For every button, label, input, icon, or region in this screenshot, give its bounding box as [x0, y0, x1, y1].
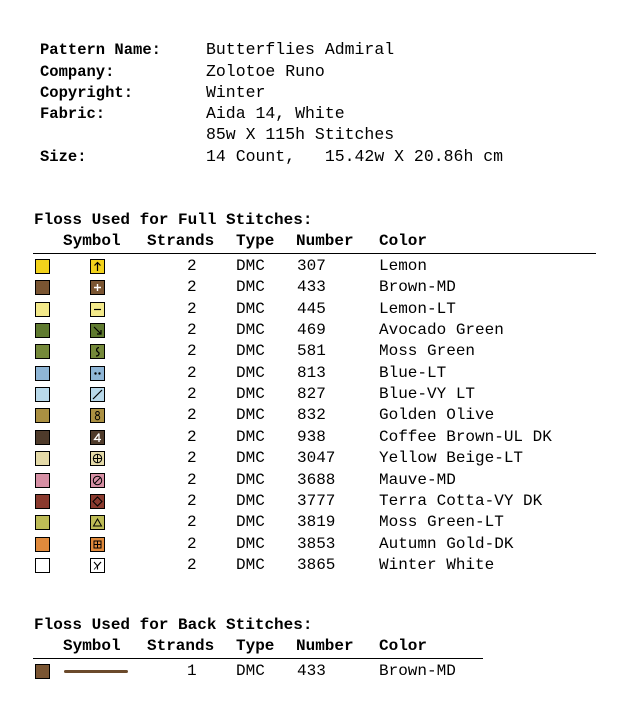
fabric-value: Aida 14, White	[206, 104, 345, 123]
color-swatch	[35, 387, 50, 402]
header-type: Type	[236, 232, 275, 250]
stitches-value: 85w X 115h Stitches	[206, 125, 395, 144]
color-name-cell: Coffee Brown-UL DK	[379, 427, 552, 446]
number-cell: 433	[297, 662, 326, 680]
full-stitches-title: Floss Used for Full Stitches:	[34, 211, 313, 229]
strands-cell: 2	[187, 257, 197, 275]
color-name-cell: Blue-VY LT	[379, 385, 476, 404]
strands-cell: 2	[187, 385, 197, 404]
color-name-cell: Terra Cotta-VY DK	[379, 491, 543, 510]
diamond-icon	[90, 494, 105, 509]
color-swatch	[35, 494, 50, 509]
number-cell: 3865	[297, 555, 336, 574]
table-row	[0, 427, 637, 448]
circle-slash-icon	[90, 473, 105, 488]
diagonal-arrow-icon	[90, 323, 105, 338]
strands-cell: 2	[187, 363, 197, 382]
color-name-cell: Blue-LT	[379, 363, 447, 382]
table-row	[0, 405, 637, 426]
color-name-cell: Mauve-MD	[379, 470, 456, 489]
strands-cell: 1	[187, 662, 197, 680]
type-cell: DMC	[236, 406, 265, 425]
color-name-cell: Golden Olive	[379, 406, 495, 425]
copyright-value: Winter	[206, 83, 266, 102]
minus-icon	[90, 302, 105, 317]
header-rule	[33, 253, 596, 254]
arrow-up-icon	[90, 259, 105, 274]
color-swatch	[35, 408, 50, 423]
type-cell: DMC	[236, 662, 265, 680]
strands-cell: 2	[187, 278, 197, 297]
back-header-color: Color	[379, 637, 428, 655]
strands-cell: 2	[187, 427, 197, 446]
number-cell: 433	[297, 278, 326, 297]
table-row	[0, 256, 637, 277]
table-row	[0, 512, 637, 533]
number-cell: 827	[297, 385, 326, 404]
number-cell: 3047	[297, 449, 336, 468]
plus-icon	[90, 280, 105, 295]
company-value: Zolotoe Runo	[206, 62, 325, 81]
strands-cell: 2	[187, 406, 197, 425]
type-cell: DMC	[236, 342, 265, 361]
number-cell: 581	[297, 342, 326, 361]
color-swatch	[35, 280, 50, 295]
color-swatch	[35, 664, 50, 679]
color-swatch	[35, 366, 50, 381]
back-header-rule	[33, 658, 483, 659]
color-name-cell: Yellow Beige-LT	[379, 449, 524, 468]
circle-cross-icon	[90, 451, 105, 466]
strands-cell: 2	[187, 534, 197, 553]
number-cell: 3688	[297, 470, 336, 489]
slash-icon	[90, 387, 105, 402]
color-swatch	[35, 515, 50, 530]
number-cell: 3819	[297, 513, 336, 532]
table-row	[0, 384, 637, 405]
table-row	[0, 555, 637, 576]
color-name-cell: Autumn Gold-DK	[379, 534, 514, 553]
color-swatch	[35, 344, 50, 359]
grid-square-icon	[90, 537, 105, 552]
table-row	[0, 470, 637, 491]
number-cell: 3853	[297, 534, 336, 553]
color-swatch	[35, 451, 50, 466]
table-row	[0, 661, 637, 682]
strands-cell: 2	[187, 491, 197, 510]
strands-cell: 2	[187, 299, 197, 318]
table-row	[0, 341, 637, 362]
number-cell: 813	[297, 363, 326, 382]
header-strands: Strands	[147, 232, 215, 250]
number-cell: 469	[297, 321, 326, 340]
number-cell: 938	[297, 427, 326, 446]
number-cell: 3777	[297, 491, 336, 510]
table-row	[0, 491, 637, 512]
company-label: Company:	[40, 63, 115, 81]
color-name-cell: Avocado Green	[379, 321, 504, 340]
table-row	[0, 277, 637, 298]
type-cell: DMC	[236, 534, 265, 553]
pattern-name-label: Pattern Name:	[40, 41, 161, 59]
color-swatch	[35, 323, 50, 338]
triangle-icon	[90, 515, 105, 530]
number-cell: 832	[297, 406, 326, 425]
back-stitches-title: Floss Used for Back Stitches:	[34, 616, 313, 634]
strands-cell: 2	[187, 321, 197, 340]
pattern-name-value: Butterflies Admiral	[206, 40, 395, 59]
type-cell: DMC	[236, 449, 265, 468]
figure-eight-icon	[90, 408, 105, 423]
color-name-cell: Moss Green	[379, 342, 476, 361]
color-name-cell: Winter White	[379, 555, 495, 574]
line-icon	[64, 670, 128, 673]
copyright-label: Copyright:	[40, 84, 134, 102]
size-label: Size:	[40, 148, 87, 166]
color-name-cell: Moss Green-LT	[379, 513, 504, 532]
two-dots-icon	[90, 366, 105, 381]
y-icon	[90, 558, 105, 573]
type-cell: DMC	[236, 470, 265, 489]
back-header-number: Number	[296, 637, 354, 655]
table-row	[0, 299, 637, 320]
color-name-cell: Brown-MD	[379, 278, 456, 297]
fabric-label: Fabric:	[40, 105, 106, 123]
type-cell: DMC	[236, 385, 265, 404]
four-icon	[90, 430, 105, 445]
number-cell: 307	[297, 257, 326, 275]
color-swatch	[35, 537, 50, 552]
type-cell: DMC	[236, 321, 265, 340]
header-number: Number	[296, 232, 354, 250]
type-cell: DMC	[236, 278, 265, 297]
color-name-cell: Lemon	[379, 257, 428, 275]
color-swatch	[35, 430, 50, 445]
strands-cell: 2	[187, 555, 197, 574]
type-cell: DMC	[236, 555, 265, 574]
back-header-type: Type	[236, 637, 275, 655]
type-cell: DMC	[236, 299, 265, 318]
color-swatch	[35, 302, 50, 317]
strands-cell: 2	[187, 470, 197, 489]
color-swatch	[35, 259, 50, 274]
color-swatch	[35, 558, 50, 573]
color-swatch	[35, 473, 50, 488]
number-cell: 445	[297, 299, 326, 318]
table-row	[0, 320, 637, 341]
header-symbol: Symbol	[63, 232, 121, 250]
table-row	[0, 363, 637, 384]
type-cell: DMC	[236, 513, 265, 532]
table-row	[0, 448, 637, 469]
type-cell: DMC	[236, 257, 265, 275]
back-header-symbol: Symbol	[63, 637, 121, 655]
strands-cell: 2	[187, 449, 197, 468]
strands-cell: 2	[187, 342, 197, 361]
table-row	[0, 534, 637, 555]
back-header-strands: Strands	[147, 637, 215, 655]
type-cell: DMC	[236, 427, 265, 446]
size-value: 14 Count, 15.42w X 20.86h cm	[206, 147, 504, 166]
strands-cell: 2	[187, 513, 197, 532]
header-color: Color	[379, 232, 428, 250]
type-cell: DMC	[236, 491, 265, 510]
hook-icon	[90, 344, 105, 359]
color-name-cell: Brown-MD	[379, 662, 456, 680]
color-name-cell: Lemon-LT	[379, 299, 456, 318]
type-cell: DMC	[236, 363, 265, 382]
